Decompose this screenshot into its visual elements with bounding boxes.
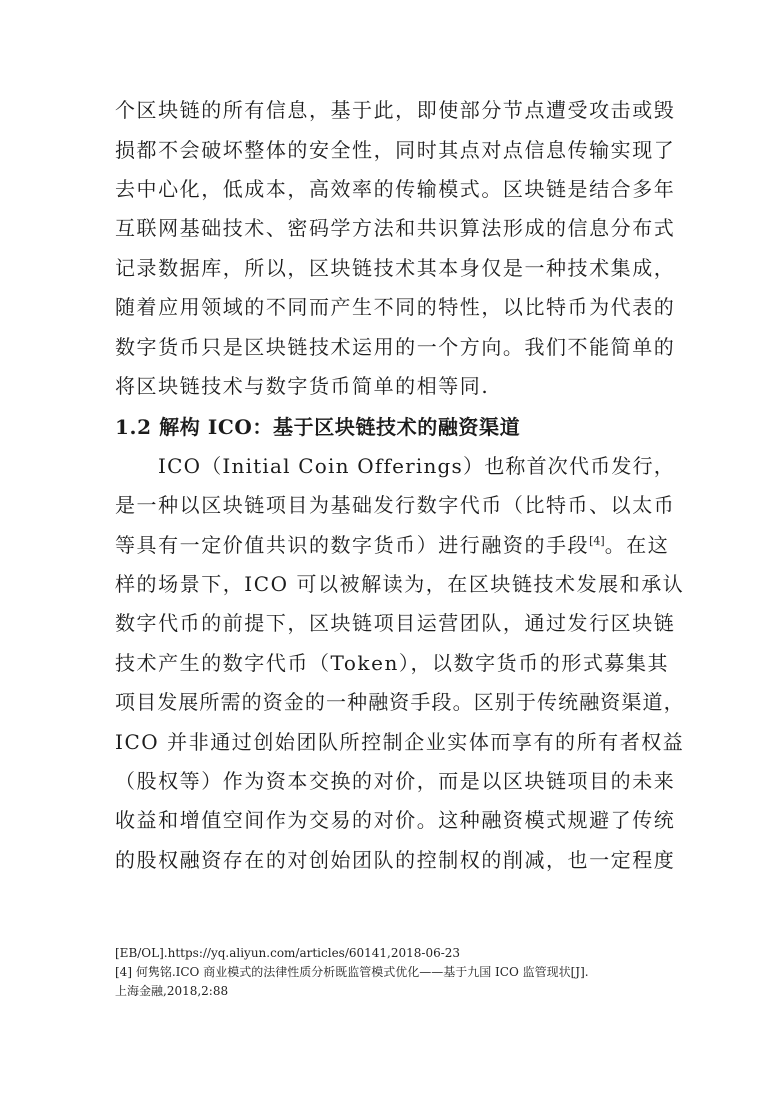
paragraph-line: 是一种以区块链项目为基础发行数字代币（比特币、以太币 — [115, 493, 676, 517]
footnote-line: [EB/OL].https://yq.aliyun.com/articles/60141,2018-06-23 — [115, 946, 461, 960]
footnote-line: 上海金融,2018,2:88 — [115, 984, 229, 998]
paragraph-line: 损都不会破坏整体的安全性，同时其点对点信息传输实现了 — [115, 138, 676, 162]
paragraph-line: 记录数据库，所以，区块链技术其本身仅是一种技术集成， — [115, 256, 676, 280]
paragraph-line: 将区块链技术与数字货币简单的相等同. — [115, 374, 490, 398]
paragraph-line: ICO 并非通过创始团队所控制企业实体而享有的所有者权益 — [115, 730, 685, 754]
paragraph-line: 数字代币的前提下，区块链项目运营团队，通过发行区块链 — [115, 611, 676, 635]
paragraph-line: 个区块链的所有信息，基于此，即使部分节点遭受攻击或毁 — [115, 98, 676, 122]
citation-ref[interactable]: [4] — [589, 534, 605, 548]
paragraph-line: 样的场景下，ICO 可以被解读为，在区块链技术发展和承认 — [115, 572, 685, 596]
paragraph-line — [115, 531, 670, 559]
section-heading: 1.2 解构 ICO：基于区块链技术的融资渠道 — [115, 415, 521, 439]
paragraph-text: 等具有一定价值共识的数字货币）进行融资的手段 — [115, 533, 590, 557]
paragraph-line: 项目发展所需的资金的一种融资手段。区别于传统融资渠道， — [115, 690, 685, 714]
paragraph-text: 。在这 — [604, 533, 670, 557]
paragraph-line: 互联网基础技术、密码学方法和共识算法形成的信息分布式 — [115, 216, 676, 240]
paragraph-line: 技术产生的数字代币（Token），以数字货币的形式募集其 — [115, 651, 670, 675]
paragraph-line: 去中心化，低成本，高效率的传输模式。区块链是结合多年 — [115, 177, 676, 201]
paragraph-line: （股权等）作为资本交换的对价，而是以区块链项目的未来 — [115, 769, 676, 793]
paragraph-line: 随着应用领域的不同而产生不同的特性，以比特币为代表的 — [115, 295, 676, 319]
footnote-line: [4] 何隽铭.ICO 商业模式的法律性质分析既监管模式优化——基于九国 ICO 监管现状[J]. — [115, 965, 589, 979]
paragraph-line: 收益和增值空间作为交易的对价。这种融资模式规避了传统 — [115, 808, 676, 832]
paragraph-line: 数字货币只是区块链技术运用的一个方向。我们不能简单的 — [115, 335, 676, 359]
paragraph-line: ICO（Initial Coin Offerings）也称首次代币发行， — [158, 454, 676, 478]
paragraph-line: 的股权融资存在的对创始团队的控制权的削减，也一定程度 — [115, 848, 676, 872]
